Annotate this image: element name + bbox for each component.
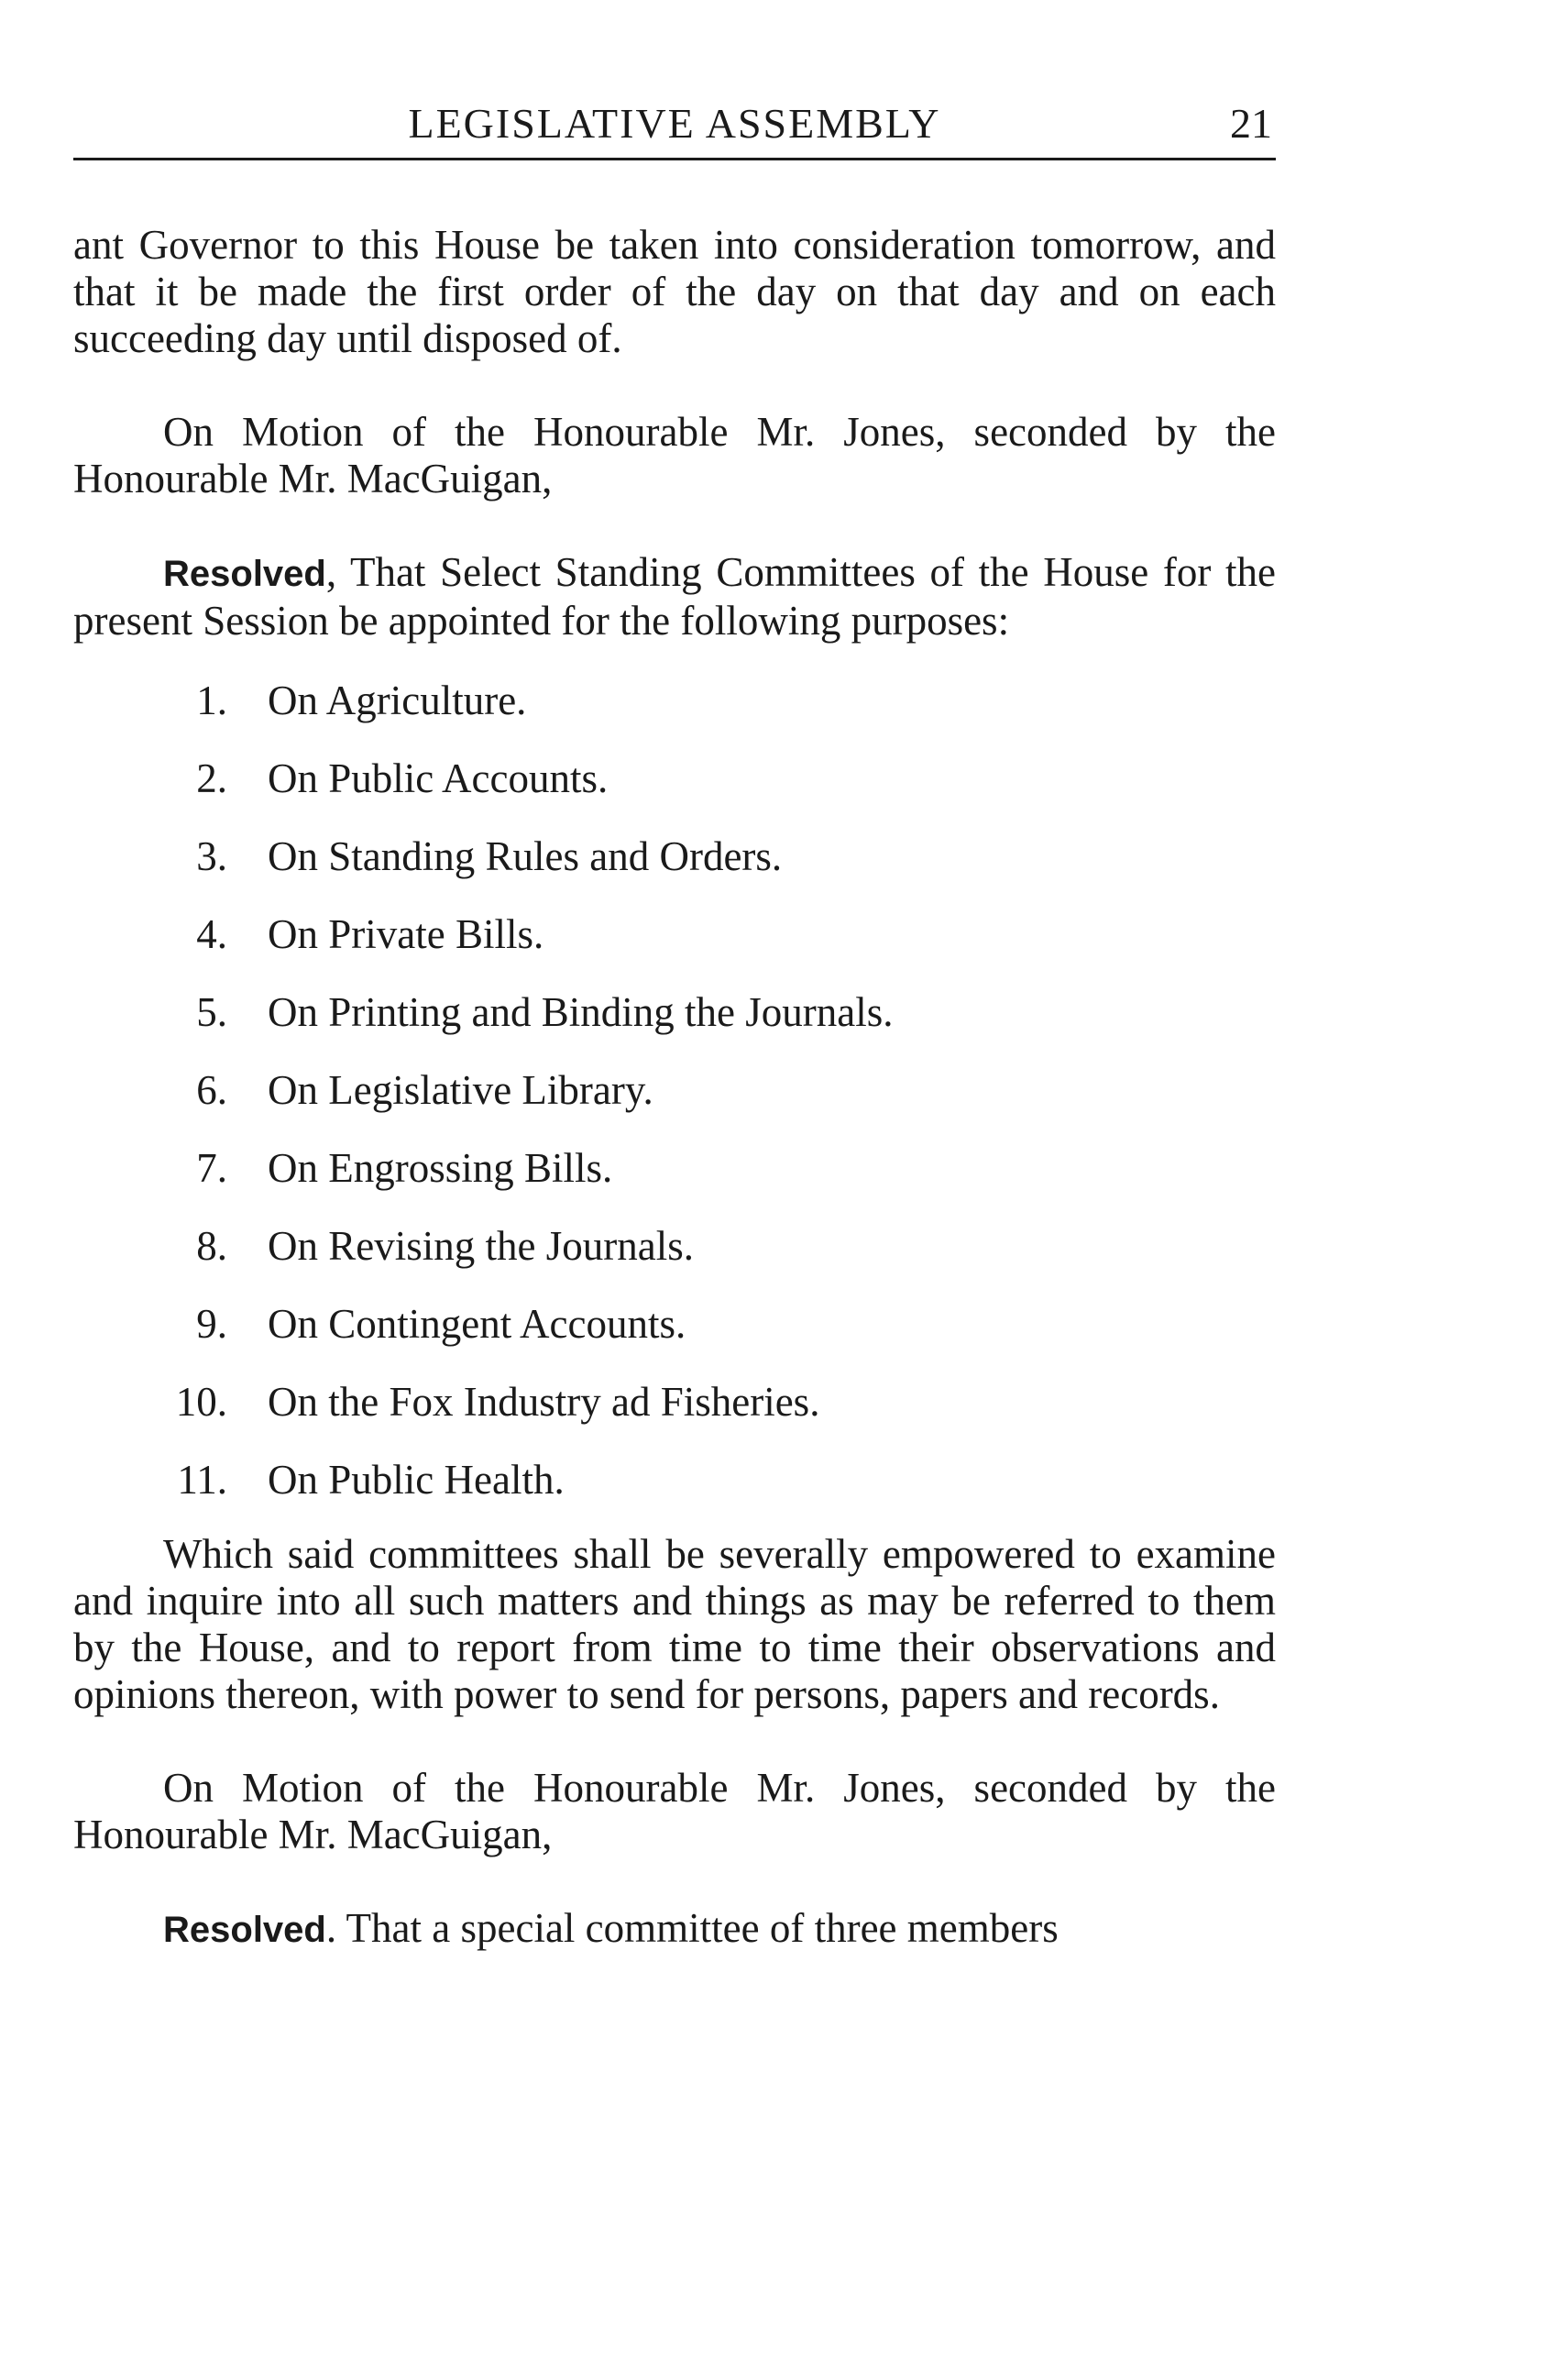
motion-paragraph-2: On Motion of the Honourable Mr. Jones, seconded by the Honourable Mr. MacGuigan, bbox=[73, 1765, 1276, 1857]
list-item bbox=[73, 1067, 1276, 1145]
resolved-label: Resolved bbox=[163, 554, 326, 594]
list-item bbox=[73, 833, 1276, 911]
page-number: 21 bbox=[1230, 100, 1272, 147]
list-item-text: On Private Bills. bbox=[268, 911, 544, 957]
list-item-text: On Engrossing Bills. bbox=[268, 1145, 613, 1191]
list-item-text: On Revising the Journals. bbox=[268, 1223, 694, 1269]
list-item-number: 7. bbox=[196, 1145, 227, 1191]
list-item-number: 10. bbox=[175, 1379, 227, 1425]
continuation-paragraph: ant Governor to this House be taken into consideration tomorrow, and that it be made the first order of the day on that day and on each succeeding day until disposed of. bbox=[73, 222, 1276, 361]
committee-list bbox=[73, 678, 1276, 1535]
list-item bbox=[73, 1379, 1276, 1457]
list-item-number: 8. bbox=[196, 1223, 227, 1269]
list-item-number: 9. bbox=[196, 1301, 227, 1347]
list-item-number: 1. bbox=[196, 678, 227, 723]
list-item-text: On Standing Rules and Orders. bbox=[268, 833, 783, 879]
list-item-text: On Public Accounts. bbox=[268, 755, 609, 801]
list-item bbox=[73, 1223, 1276, 1301]
resolved-text: . That a special committee of three members bbox=[325, 1905, 1059, 1951]
powers-paragraph: Which said committees shall be severally empowered to examine and inquire into all such matters and things as may be referred to them by the House, and to report from time to time their observations and opinions thereon, with power to send for persons, papers and records. bbox=[73, 1531, 1276, 1717]
list-item-number: 6. bbox=[196, 1067, 227, 1113]
list-item-number: 4. bbox=[196, 911, 227, 957]
list-item-text: On Printing and Binding the Journals. bbox=[268, 989, 894, 1035]
list-item bbox=[73, 755, 1276, 833]
resolved-text: , That Select Standing Committees of the House for the present Session be appointed for the following purposes: bbox=[73, 549, 1276, 644]
list-item bbox=[73, 678, 1276, 755]
list-item-text: On Agriculture. bbox=[268, 678, 527, 723]
resolved-label: Resolved bbox=[163, 1910, 326, 1950]
page-title: LEGISLATIVE ASSEMBLY bbox=[408, 100, 941, 147]
list-item bbox=[73, 1145, 1276, 1223]
list-item-text: On Public Health. bbox=[268, 1457, 565, 1503]
list-item-number: 3. bbox=[196, 833, 227, 879]
document-page bbox=[73, 101, 1276, 1954]
list-item bbox=[73, 989, 1276, 1067]
list-item-number: 5. bbox=[196, 989, 227, 1035]
list-item bbox=[73, 911, 1276, 989]
list-item-number: 2. bbox=[196, 755, 227, 801]
list-item-text: On Legislative Library. bbox=[268, 1067, 653, 1113]
resolved-paragraph-1 bbox=[73, 549, 1276, 645]
motion-paragraph-1: On Motion of the Honourable Mr. Jones, seconded by the Honourable Mr. MacGuigan, bbox=[73, 409, 1276, 501]
list-item-text: On the Fox Industry ad Fisheries. bbox=[268, 1379, 820, 1425]
list-item-number: 11. bbox=[177, 1457, 227, 1503]
running-head bbox=[73, 101, 1276, 160]
resolved-paragraph-2 bbox=[73, 1905, 1276, 1954]
list-item-text: On Contingent Accounts. bbox=[268, 1301, 686, 1347]
list-item bbox=[73, 1457, 1276, 1535]
list-item bbox=[73, 1301, 1276, 1379]
